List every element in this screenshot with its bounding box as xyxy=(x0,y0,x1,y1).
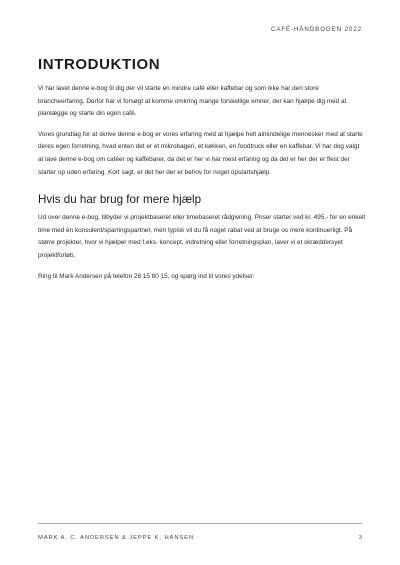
help-paragraph-1: Ud over denne e-bog, tilbyder vi projektbaseret eller timebaseret rådgivning. Priser starter ved kr. 495,- for en enkelt time med én konsulent/sparringspartner, men typisk vil du få noget rabat ved at bruge os mere kontinuerligt. På større projekter, hvor vi hjælper med f.eks. koncept, indretning eller forretningsplan, laver vi et skræddersyet projektforløb. xyxy=(38,214,366,259)
page-number: 3 xyxy=(358,535,362,541)
help-paragraph-2: Ring til Mark Andersen på telefon 28 15 80 15, og spørg ind til vores ydelser. xyxy=(38,272,255,280)
running-header: CAFÉ-HÅNDBOGEN 2022 xyxy=(270,26,362,33)
intro-paragraph-1: Vi har lavet denne e-bog til dig der vil starte en mindre café eller kaffebar og som ikke har den store brancheerfaring. Derfor har vi forsøgt at komme omkring mange forskellige emner, der kan hjælpe dig med at planlægge og starte din egen café. xyxy=(38,85,347,118)
section-heading-help: Hvis du har brug for mere hjælp xyxy=(38,193,202,207)
intro-paragraph-2: Vores grundlag for at skrive denne e-bog er vores erfaring med at hjælpe helt almindelige mennesker med at starte deres egen forretning, hvad enten det er et mikrobageri, et køkken, en foodtruck eller en kaffebar. Vi har dog valgt at lave denne e-bog om caféer og kaffebarer, da det er her vi har mest erfaring og da det er her der er flest der starter op uden erfaring. Kort sagt, er det her der er behov for noget opstartshjælp. xyxy=(38,130,363,176)
footer-authors: MARK A. C. ANDERSEN & JEPPE K. HANSEN xyxy=(38,535,195,541)
page-content xyxy=(38,56,366,291)
footer-divider xyxy=(38,523,362,524)
page-title: INTRODUKTION xyxy=(38,56,161,73)
